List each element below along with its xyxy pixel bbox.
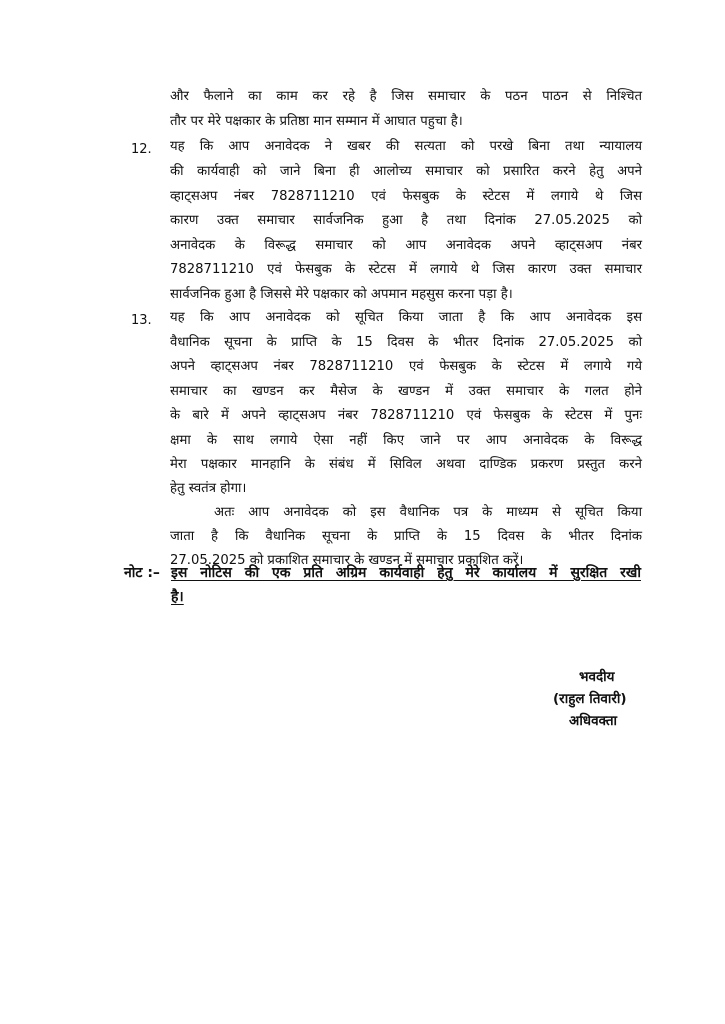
point-line: कारण उक्त समाचार सार्वजनिक हुआ है तथा दिनांक 27.05.2025 को [170, 213, 642, 228]
point-number: 12. [131, 142, 152, 157]
point-line: की कार्यवाही को जाने बिना ही आलोच्य समाचार को प्रसारित करने हेतु अपने [170, 164, 642, 179]
note-line: है। [171, 589, 184, 605]
closing-line: 27.05.2025 को प्रकाशित समाचार के खण्डन में समाचार प्रकाशित करें। [170, 553, 524, 568]
point-line: व्हाट्सअप नंबर 7828711210 एवं फेसबुक के स्टेटस में लगाये थे जिस [170, 189, 642, 204]
point-line: वैधानिक सूचना के प्राप्ति के 15 दिवस के भीतर दिनांक 27.05.2025 को [170, 335, 642, 350]
continuation-line: तौर पर मेरे पक्षकार के प्रतिष्ठा मान सम्मान में आघात पहुचा है। [170, 114, 463, 129]
closing-line: जाता है कि वैधानिक सूचना के प्राप्ति के 15 दिवस के भीतर दिनांक [170, 529, 642, 544]
point-line: सार्वजनिक हुआ है जिससे मेरे पक्षकार को अपमान महसुस करना पड़ा है। [170, 287, 513, 302]
point-line: क्षमा के साथ लगाये ऐसा नहीं किए जाने पर आप अनावेदक के विरूद्ध [170, 433, 642, 448]
point-line: यह कि आप अनावेदक को सूचित किया जाता है कि आप अनावेदक इस [170, 310, 642, 325]
continuation-line: और फैलाने का काम कर रहे है जिस समाचार के पठन पाठन से निश्चित [170, 89, 642, 104]
signature-name: (राहुल तिवारी) [553, 691, 627, 707]
point-line: हेतु स्वतंत्र होगा। [170, 481, 247, 496]
signature-salutation: भवदीय [579, 669, 615, 685]
point-line: 7828711210 एवं फेसबुक के स्टेटस में लगाये थे जिस कारण उक्त समाचार [170, 262, 642, 277]
closing-line: अतः आप अनावेदक को इस वैधानिक पत्र के माध्यम से सूचित किया [214, 505, 642, 520]
note-label: नोट :– [124, 565, 160, 581]
point-line: मेरा पक्षकार मानहानि के संबंध में सिविल अथवा दाण्डिक प्रकरण प्रस्तुत करने [170, 457, 642, 472]
point-line: अनावेदक के विरूद्ध समाचार को आप अनावेदक अपने व्हाट्सअप नंबर [170, 238, 642, 253]
signature-designation: अधिवक्ता [569, 713, 618, 729]
point-line: के बारे में अपने व्हाट्सअप नंबर 7828711210 एवं फेसबुक के स्टेटस में पुनः [170, 408, 642, 423]
point-line: समाचार का खण्डन कर मैसेज के खण्डन में उक्त समाचार के गलत होने [170, 384, 642, 399]
point-number: 13. [131, 313, 152, 328]
point-line: अपने व्हाट्सअप नंबर 7828711210 एवं फेसबुक के स्टेटस में लगाये गये [170, 359, 642, 374]
note-line: इस नोटिस की एक प्रति अग्रिम कार्यवाही हेतु मेरे कार्यालय में सुरक्षित रखी [171, 565, 641, 581]
point-line: यह कि आप अनावेदक ने खबर की सत्यता को परखे बिना तथा न्यायालय [170, 139, 642, 154]
